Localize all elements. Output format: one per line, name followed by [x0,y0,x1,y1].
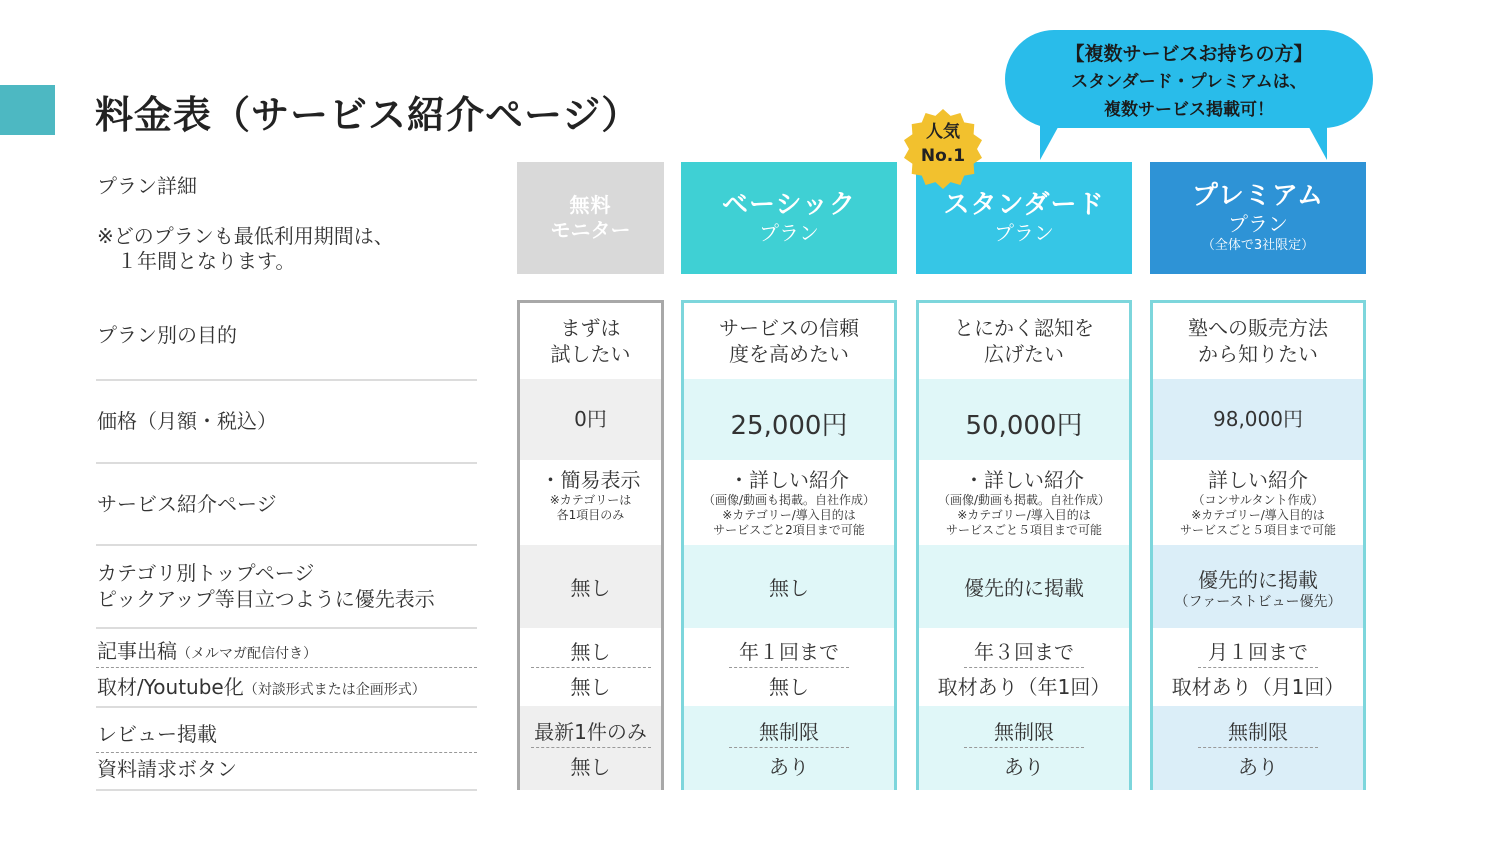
service-page-note-3: サービスごと2項目まで可能 [713,523,865,537]
plan-name: スタンダード [943,190,1105,220]
interview-label-sub: （対談形式または企画形式） [243,682,426,698]
purpose-line-2: 度を高めたい [729,342,849,366]
service-page-note-1: （コンサルタント作成） [1192,493,1324,507]
plan-limit-note: （全体で3社限定） [1201,238,1315,253]
row-label-review: レビュー掲載 [97,722,217,746]
cell-dotted-divider [729,747,849,748]
plan-column-0 [517,300,664,790]
row-divider [96,544,477,546]
category-priority: 無し [570,576,611,600]
plan-header-3 [1150,162,1366,274]
article-value: 月１回まで [1208,640,1308,664]
service-page-note-1: ※カテゴリーは [549,493,632,507]
plan-name: プレミアム [1191,181,1325,211]
plan-price: 98,000円 [1213,407,1303,431]
page-title: 料金表（サービス紹介ページ） [95,93,641,137]
article-label-sub: （メルマガ配信付き） [177,646,317,662]
popular-badge-line-2: No.1 [920,146,966,166]
purpose-line-1: まずは [560,316,621,340]
service-page-note-2: ※カテゴリー/導入目的は [722,508,856,522]
service-page-main: ・詳しい紹介 [729,468,849,492]
plan-column-1 [681,300,897,790]
cell-dotted-divider [1198,747,1318,748]
docs-button-value: あり [1238,755,1278,779]
review-value: 最新1件のみ [534,720,647,744]
cell-dotted-divider [964,747,1084,748]
service-page-note-2: ※カテゴリー/導入目的は [1191,508,1325,522]
purpose-line-2: 試したい [550,342,631,366]
service-page-note-3: サービスごと５項目まで可能 [1179,523,1336,537]
minimum-term-note-2: １年間となります。 [97,249,296,273]
service-page-note-1: （画像/動画も掲載。自社作成） [702,493,876,507]
review-value: 無制限 [1228,720,1288,744]
row-label-interview [97,674,477,703]
minimum-term-note-1: ※どのプランも最低利用期間は、 [97,224,394,248]
cell-dotted-divider [964,667,1084,668]
row-divider [96,462,477,464]
docs-button-value: あり [769,755,809,779]
popular-badge [902,120,984,168]
row-label-purpose: プラン別の目的 [97,323,237,347]
multi-service-callout [1005,30,1373,128]
row-divider [96,706,477,708]
callout-line-1: 【複数サービスお持ちの方】 [1065,43,1313,65]
plan-column-2 [916,300,1132,790]
docs-button-value: あり [1004,755,1044,779]
plan-name-sub: プラン [1228,212,1288,236]
row-dotted-divider [96,752,477,753]
service-page-main: ・簡易表示 [540,468,641,492]
category-priority: 優先的に掲載 [1198,568,1318,592]
service-page-main: ・詳しい紹介 [964,468,1084,492]
plan-price: 0円 [574,407,607,431]
category-priority: 無し [769,576,809,600]
interview-value: 無し [769,675,809,699]
service-page-notes [1153,493,1363,538]
service-page-note-3: サービスごと５項目まで可能 [945,523,1102,537]
popular-badge-line-1: 人気 [926,122,960,142]
plan-column-3 [1150,300,1366,790]
article-value: 無し [570,640,611,664]
interview-value: 取材あり（月1回） [1171,675,1345,699]
plan-price: 25,000円 [730,411,848,441]
plan-name: ベーシック [722,190,856,220]
category-priority: 優先的に掲載 [964,576,1084,600]
service-page-notes [919,493,1129,538]
purpose-line-1: サービスの信頼 [719,316,859,340]
purpose-line-1: 塾への販売方法 [1188,316,1328,340]
service-page-note-2: ※カテゴリー/導入目的は [957,508,1091,522]
docs-button-value: 無し [570,755,611,779]
title-accent-bar [0,85,55,135]
callout-line-3: 複数サービス掲載可！ [1104,100,1274,120]
category-priority-sub-wrap [1153,593,1363,611]
interview-value: 無し [570,675,611,699]
plan-price: 50,000円 [965,411,1083,441]
interview-label: 取材/Youtube化 [97,675,244,699]
plan-header-1 [681,162,897,274]
cell-dotted-divider [531,747,651,748]
plan-detail-heading: プラン詳細 [97,174,197,198]
cell-dotted-divider [729,667,849,668]
row-label-price: 価格（月額・税込） [97,409,277,433]
cell-dotted-divider [531,667,651,668]
purpose-line-2: 広げたい [984,342,1064,366]
purpose-line-2: から知りたい [1198,342,1318,366]
row-divider [96,379,477,381]
category-priority-sub: （ファーストビュー優先） [1174,594,1342,610]
row-label-category-2: ピックアップ等目立つように優先表示 [97,587,435,611]
row-divider [96,789,477,791]
row-label-category-1: カテゴリ別トップページ [97,561,315,585]
article-value: 年１回まで [739,640,839,664]
row-divider [96,627,477,629]
callout-line-2: スタンダード・プレミアムは、 [1071,72,1307,92]
cell-dotted-divider [1198,667,1318,668]
row-label-docs-button: 資料請求ボタン [97,757,237,781]
service-page-notes [520,493,661,523]
row-dotted-divider [96,667,477,668]
service-page-note-1: （画像/動画も掲載。自社作成） [937,493,1111,507]
service-page-note-2: 各1項目のみ [556,508,625,522]
article-label: 記事出稿 [97,639,177,663]
row-label-service-page: サービス紹介ページ [97,492,277,516]
service-page-main: 詳しい紹介 [1208,468,1308,492]
purpose-line-1: とにかく認知を [954,316,1094,340]
review-value: 無制限 [759,720,819,744]
plan-name-sub: モニター [550,218,631,242]
service-page-notes [684,493,894,538]
plan-header-0 [517,162,664,274]
interview-value: 取材あり（年1回） [937,675,1111,699]
row-label-article [97,638,477,667]
plan-name-sub: プラン [994,221,1054,245]
review-value: 無制限 [994,720,1054,744]
plan-name-sub: プラン [759,221,819,245]
plan-name: 無料 [569,193,612,217]
article-value: 年３回まで [974,640,1074,664]
